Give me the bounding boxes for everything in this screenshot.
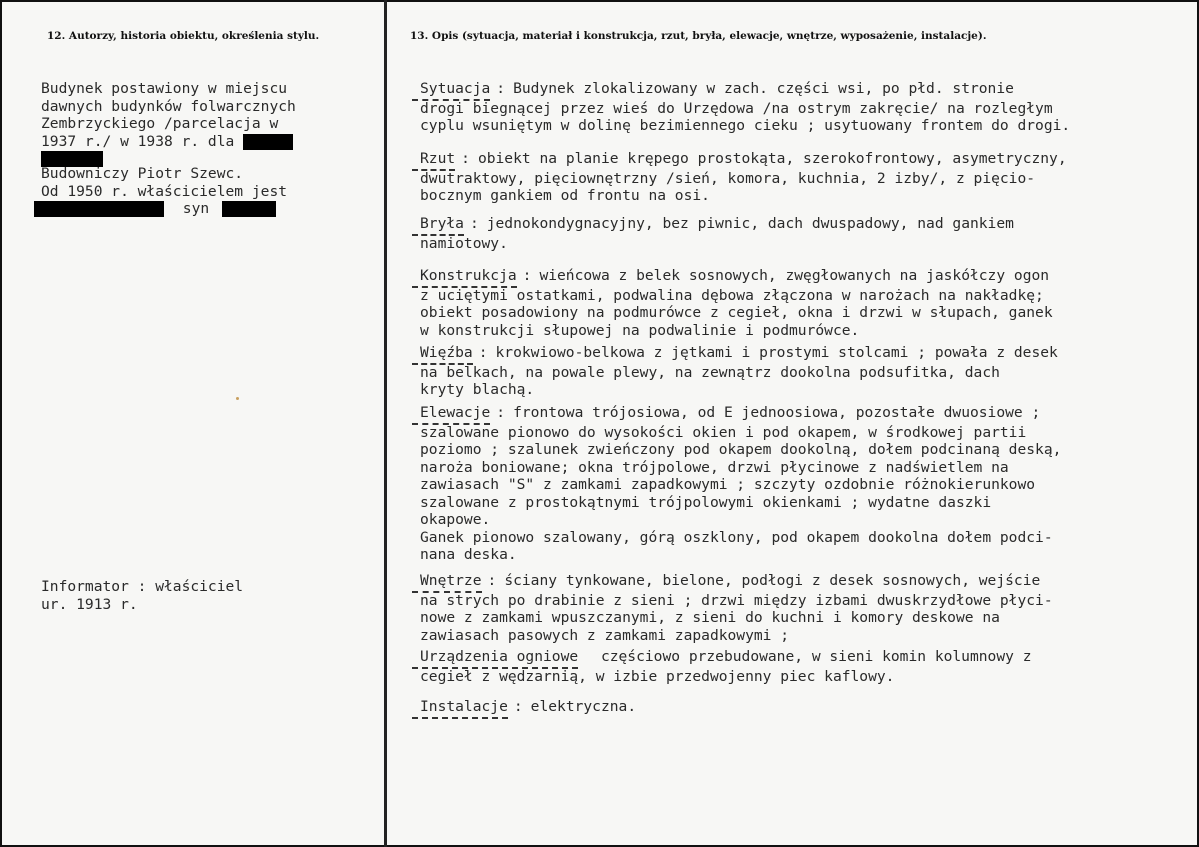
section-line: drogi biegnącej przez wieś do Urzędowa /na ostrym zakręcie/ na rozległym (420, 99, 1053, 117)
history-line: Budynek postawiony w miejscu (41, 80, 288, 97)
informator-paragraph (41, 578, 243, 613)
history-line (41, 133, 296, 151)
section-line: częściowo przebudowane, w sieni komin kolumnowy z (600, 648, 1032, 665)
section-line: obiekt na planie krępego prostokąta, szerokofrontowy, asymetryczny, (477, 150, 1067, 167)
section-line: okapowe. (420, 511, 491, 528)
owner-line: Od 1950 r. właścicielem jest (41, 182, 288, 200)
section-urzadzenia-ogniowe (420, 648, 1031, 685)
section-line: poziomo ; szalunek zwieńczony pod okapem dookolną, dołem podcinaną deską, (420, 441, 1062, 458)
builder-line: Budowniczy Piotr Szewc. (41, 165, 244, 182)
section-line: namiotowy. (420, 234, 508, 252)
section-bryla: Bryła : jednokondygnacyjny, bez piwnic, dach dwuspadowy, nad gankiem namiotowy. (420, 215, 1014, 252)
history-line: Zembrzyckiego /parcelacja w (41, 115, 279, 132)
left-column-header: 12. Autorzy, historia obiektu, określenia stylu. (47, 30, 320, 42)
column-divider (384, 0, 387, 847)
section-line: frontowa trójosiowa, od E jednoosiowa, pozostałe dwuosiowe ; (513, 404, 1041, 421)
section-line: elektryczna. (530, 698, 637, 715)
history-line: dawnych budynków folwarcznych (41, 97, 296, 115)
informator-line: ur. 1913 r. (41, 595, 138, 613)
section-elewacje: Elewacje : frontowa trójosiowa, od E jednoosiowa, pozostałe dwuosiowe ; szalowane pionowo do wysokości okien i pod okapem, w środkowej partii poziomo ; szalunek zwieńczony pod okapem dookolną, dołem podcinaną deską, naroża boniowane; okna trójpolowe, drzwi płycinowe z nadświetlem na zawiasach "S" z zamkami zapadkowymi ; szczyty ozdobnie różnokierunkowo szalowane z prostokątnymi trójpolowymi okienkami ; wydatne daszki okapowe. Ganek pionowo szalowany, górą oszklony, pod okapem dookolna dołem podci- nana deska. (420, 404, 1062, 563)
section-konstrukcja: Konstrukcja : wieńcowa z belek sosnowych, zwęgłowanych na jaskółczy ogon z uciętymi ostatkami, podwalina dębowa złączona w narożach na nakładkę; obiekt posadowiony na podmurówce z cegieł, okna i drzwi w słupach, ganek w konstrukcji słupowej na podwalinie i podmurówce. (420, 267, 1053, 339)
paper-speck (236, 397, 239, 400)
section-line: zawiasach "S" z zamkami zapadkowymi ; szczyty ozdobnie różnokierunkowo (420, 476, 1036, 493)
section-wiezba: Więźba : krokwiowo-belkowa z jętkami i prostymi stolcami ; powała z desek na belkach, na powale plewy, na zewnątrz dookolna podsufitka, dach kryty blachą. (420, 344, 1058, 398)
section-line: wieńcowa z belek sosnowych, zwęgłowanych na jaskółczy ogon (539, 267, 1050, 284)
section-line: cegieł z wędzarnią, w izbie przedwojenny piec kaflowy. (420, 667, 895, 685)
section-line: nana deska. (420, 546, 517, 563)
history-line-text: 1937 r./ w 1938 r. dla (41, 132, 235, 150)
section-heading: Wnętrze (420, 572, 482, 592)
section-sytuacja: Sytuacja : Budynek zlokalizowany w zach. części wsi, po płd. stronie drogi biegnącej przez wieś do Urzędowa /na ostrym zakręcie/ na rozległym cyplu wsuniętym w dolinę bezimiennego cieku ; usytuowany frontem do drogi. (420, 80, 1071, 134)
section-line: jednokondygnacyjny, bez piwnic, dach dwuspadowy, nad gankiem (486, 215, 1014, 232)
section-heading: Urządzenia ogniowe (420, 648, 578, 668)
section-heading: Elewacje (420, 404, 490, 424)
section-line: dwutraktowy, pięciownętrzny /sień, komora, kuchnia, 2 izby/, z pięcio- (420, 169, 1036, 187)
section-line: szalowane pionowo do wysokości okien i pod okapem, w środkowej partii (420, 423, 1027, 441)
section-line: Budynek zlokalizowany w zach. części wsi, po płd. stronie (513, 80, 1014, 97)
section-line: cyplu wsuniętym w dolinę bezimiennego cieku ; usytuowany frontem do drogi. (420, 117, 1071, 134)
section-heading: Konstrukcja (420, 267, 517, 287)
section-line: na strych po drabinie z sieni ; drzwi między izbami dwuskrzydłowe płyci- (420, 591, 1053, 609)
section-instalacje: Instalacje : elektryczna. (420, 698, 636, 718)
section-line: naroża boniowane; okna trójpolowe, drzwi płycinowe z nadświetlem na (420, 458, 1009, 476)
section-line: kryty blachą. (420, 381, 535, 398)
section-heading: Sytuacja (420, 80, 490, 100)
right-column-header: 13. Opis (sytuacja, materiał i konstrukcja, rzut, bryła, elewacje, wnętrze, wyposażenie, instalacje). (410, 30, 987, 42)
section-line: szalowane z prostokątnymi trójpolowymi okienkami ; wydatne daszki (420, 493, 992, 511)
section-line: Ganek pionowo szalowany, górą oszklony, pod okapem dookolna dołem podci- (420, 528, 1053, 546)
section-heading: Rzut (420, 150, 455, 170)
syn-label: syn (182, 200, 210, 217)
section-line: zawiasach pasowych z zamkami zapadkowymi ; (420, 626, 790, 644)
builder-paragraph (41, 165, 287, 200)
section-wnetrze: Wnętrze : ściany tynkowane, bielone, podłogi z desek sosnowych, wejście na strych po drabinie z sieni ; drzwi między izbami dwuskrzydłowe płyci- nowe z zamkami wpuszczanymi, z sieni do kuchni i komory deskowe na zawiasach pasowych z zamkami zapadkowymi ; (420, 572, 1053, 644)
section-line: obiekt posadowiony na podmurówce z cegieł, okna i drzwi w słupach, ganek (420, 304, 1053, 321)
informator-line: Informator : właściciel (41, 578, 244, 595)
redaction-box (34, 201, 164, 217)
section-heading: Instalacje (420, 698, 508, 718)
section-line: w konstrukcji słupowej na podwalinie i podmurówce. (420, 321, 860, 339)
section-heading: Więźba (420, 344, 473, 364)
section-line: z uciętymi ostatkami, podwalina dębowa złączona w narożach na nakładkę; (420, 286, 1044, 304)
history-paragraph (41, 80, 296, 168)
section-line: nowe z zamkami wpuszczanymi, z sieni do kuchni i komory deskowe na (420, 609, 1000, 626)
redaction-box (222, 201, 276, 217)
section-line: krokwiowo-belkowa z jętkami i prostymi stolcami ; powała z desek (495, 344, 1058, 361)
redaction-box (243, 134, 293, 150)
section-rzut: Rzut : obiekt na planie krępego prostokąta, szerokofrontowy, asymetryczny, dwutraktowy, pięciownętrzny /sień, komora, kuchnia, 2 izby/, z pięcio- bocznym gankiem od frontu na osi. (420, 150, 1067, 204)
section-line: ściany tynkowane, bielone, podłogi z desek sosnowych, wejście (504, 572, 1041, 589)
section-line: na belkach, na powale plewy, na zewnątrz dookolna podsufitka, dach (420, 363, 1000, 381)
section-line: bocznym gankiem od frontu na osi. (420, 187, 710, 204)
section-heading: Bryła (420, 215, 464, 235)
owner-redaction-line (34, 200, 276, 218)
